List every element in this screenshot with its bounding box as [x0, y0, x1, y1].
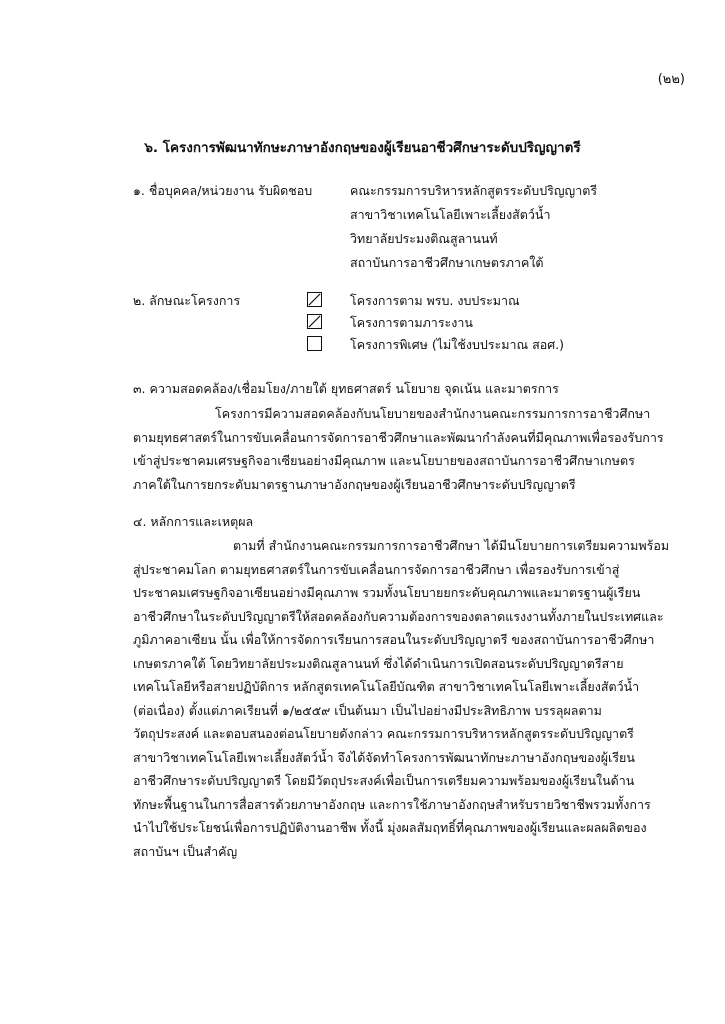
section4-line: สู่ประชาคมโลก ตามยุทธศาสตร์ในการขับเคลื่อนการจัดการอาชีวศึกษา เพื่อรองรับการเข้าสู่: [133, 561, 620, 577]
section3-label: ๓. ความสอดคล้อง/เชื่อมโยง/ภายใต้ ยุทธศาสตร์ นโยบาย จุดเน้น และมาตรการ: [133, 381, 559, 396]
section3-line: โครงการมีความสอดคล้องกับนโยบายของสำนักงานคณะกรรมการการอาชีวศึกษา: [215, 406, 651, 421]
section4-line: อาชีวศึกษาในระดับปริญญาตรีให้สอดคล้องกับความต้องการของตลาดแรงงานทั้งภายในประเทศและ: [133, 608, 664, 624]
section1-value-3: วิทยาลัยประมงติณสูลานนท์: [350, 231, 498, 246]
section4-line: สถาบันฯ เป็นสำคัญ: [133, 843, 238, 859]
option-workload-project-label: โครงการตามภาระงาน: [350, 315, 473, 330]
checkbox-workload-project[interactable]: [307, 314, 322, 329]
checkbox-special-project[interactable]: [307, 336, 322, 351]
checkmark-slash-icon: [308, 293, 321, 306]
section3-line: เข้าสู่ประชาคมเศรษฐกิจอาเซียนอย่างมีคุณภาพ และนโยบายของสถาบันการอาชีวศึกษาเกษตร: [133, 453, 635, 468]
section4-line: สาขาวิชาเทคโนโลยีเพาะเลี้ยงสัตว์น้ำ จึงได้จัดทำโครงการพัฒนาทักษะภาษาอังกฤษของผู้เรียน: [133, 749, 635, 765]
option-special-project-label: โครงการพิเศษ (ไม่ใช้งบประมาณ สอศ.): [350, 337, 564, 352]
section3-body: [133, 402, 663, 496]
section4-line: นำไปใช้ประโยชน์เพื่อการปฏิบัติงานอาชีพ ทั้งนี้ มุ่งผลสัมฤทธิ์ที่คุณภาพของผู้เรียนและผลผลิตของ: [133, 820, 647, 835]
option-budget-project-label: โครงการตาม พรบ. งบประมาณ: [350, 293, 520, 308]
project-title: ๖. โครงการพัฒนาทักษะภาษาอังกฤษของผู้เรียนอาชีวศึกษาระดับปริญญาตรี: [144, 140, 581, 156]
section3-line: ตามยุทธศาสตร์ในการขับเคลื่อนการจัดการอาชีวศึกษาและพัฒนากำลังคนที่มีคุณภาพเพื่อรองรับการ: [133, 429, 664, 445]
section4-line: (ต่อเนื่อง) ตั้งแต่ภาคเรียนที่ ๑/๒๕๕๙ เป็นต้นมา เป็นไปอย่างมีประสิทธิภาพ บรรลุผลตาม: [133, 702, 602, 718]
section4-line: ตามที่ สำนักงานคณะกรรมการการอาชีวศึกษา ได้มีนโยบายการเตรียมความพร้อม: [233, 538, 670, 553]
section4-line: วัตถุประสงค์ และตอบสนองต่อนโยบายดังกล่าว คณะกรรมการบริหารหลักสูตรระดับปริญญาตรี: [133, 726, 634, 741]
checkbox-budget-project[interactable]: [307, 292, 322, 307]
section1-value-4: สถาบันการอาชีวศึกษาเกษตรภาคใต้: [350, 255, 544, 270]
section4-line: ทักษะพื้นฐานในการสื่อสารด้วยภาษาอังกฤษ และการใช้ภาษาอังกฤษสำหรับรายวิชาชีพรวมทั้งการ: [133, 796, 651, 812]
section4-line: ภูมิภาคอาเซียน นั้น เพื่อให้การจัดการเรียนการสอนในระดับปริญญาตรี ของสถาบันการอาชีวศึกษา: [133, 632, 655, 647]
section4-label: ๔. หลักการและเหตุผล: [133, 514, 254, 529]
section1-value-2: สาขาวิชาเทคโนโลยีเพาะเลี้ยงสัตว์น้ำ: [350, 207, 551, 222]
page-number: (๒๒): [657, 72, 685, 87]
checkmark-slash-icon: [308, 315, 321, 328]
section4-line: เทคโนโลยีหรือสายปฏิบัติการ หลักสูตรเทคโนโลยีบัณฑิต สาขาวิชาเทคโนโลยีเพาะเลี้ยงสัตว์น้ำ: [133, 679, 640, 694]
section4-body: [133, 534, 670, 863]
section3-line: ภาคใต้ในการยกระดับมาตรฐานภาษาอังกฤษของผู้เรียนอาชีวศึกษาระดับปริญญาตรี: [133, 476, 576, 492]
section1-label: ๑. ชื่อบุคคล/หน่วยงาน รับผิดชอบ: [133, 183, 313, 198]
section4-line: ประชาคมเศรษฐกิจอาเซียนอย่างมีคุณภาพ รวมทั้งนโยบายยกระดับคุณภาพและมาตรฐานผู้เรียน: [133, 585, 641, 600]
section2-label: ๒. ลักษณะโครงการ: [133, 293, 241, 308]
section4-line: เกษตรภาคใต้ โดยวิทยาลัยประมงติณสูลานนท์ ซึ่งได้ดำเนินการเปิดสอนระดับปริญญาตรีสาย: [133, 655, 624, 671]
section1-value-1: คณะกรรมการบริหารหลักสูตรระดับปริญญาตรี: [350, 183, 598, 198]
section4-line: อาชีวศึกษาระดับปริญญาตรี โดยมีวัตถุประสงค์เพื่อเป็นการเตรียมความพร้อมของผู้เรียนในด้าน: [133, 773, 635, 788]
